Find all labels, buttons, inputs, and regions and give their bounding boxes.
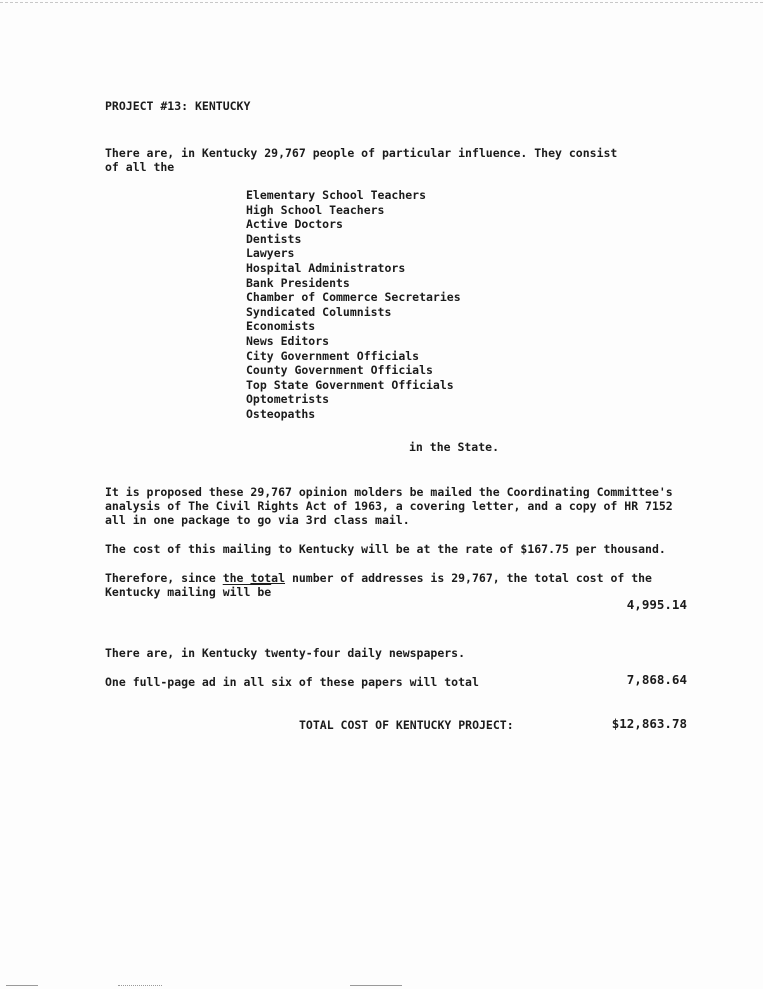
list-item: Chamber of Commerce Secretaries	[246, 290, 461, 305]
list-item: News Editors	[246, 333, 330, 348]
list-item: Bank Presidents	[246, 275, 350, 290]
list-item: Top State Government Officials	[246, 377, 454, 392]
list-item: Elementary School Teachers	[246, 188, 427, 202]
newspapers-line: There are, in Kentucky twenty-four daily newspapers.	[105, 646, 466, 660]
bottom-edge-mark	[350, 985, 402, 986]
project-total-label: TOTAL COST OF KENTUCKY PROJECT:	[299, 718, 514, 732]
list-item: County Government Officials	[246, 363, 433, 378]
proposal-line-2: analysis of The Civil Rights Act of 1963, a covering letter, and a copy of HR 7152	[105, 499, 673, 513]
proposal-line-1: It is proposed these 29,767 opinion molders be mailed the Coordinating Committee's	[105, 485, 673, 499]
proposal-line-3: all in one package to go via 3rd class mail.	[105, 513, 410, 527]
therefore-underlined-word: total	[250, 571, 286, 585]
page-heading: PROJECT #13: KENTUCKY	[105, 99, 251, 113]
mailing-total-amount: 4,995.14	[626, 597, 687, 612]
in-the-state-text: in the State.	[409, 440, 500, 454]
therefore-line-2-marked: will be	[222, 585, 272, 599]
list-item: Osteopaths	[246, 406, 316, 421]
bottom-edge-mark	[6, 985, 38, 986]
list-item: Hospital Administrators	[246, 260, 406, 275]
therefore-line-2-text: Kentucky mailing	[105, 585, 223, 599]
ad-total-amount: 7,868.64	[626, 672, 687, 687]
list-item: Economists	[246, 319, 316, 334]
intro-line-2: of all the	[105, 160, 175, 174]
therefore-line-1	[105, 571, 652, 586]
rate-line: The cost of this mailing to Kentucky will be at the rate of $167.75 per thousand.	[105, 542, 666, 556]
list-item: Dentists	[246, 231, 302, 246]
bottom-edge-mark	[118, 985, 162, 986]
influential-groups-list	[246, 188, 461, 422]
therefore-line-2	[105, 585, 271, 600]
ad-line: One full-page ad in all six of these papers will total	[105, 675, 479, 689]
intro-line-1: There are, in Kentucky 29,767 people of particular influence. They consist	[105, 146, 618, 160]
project-total-amount: $12,863.78	[611, 716, 687, 731]
list-item: Syndicated Columnists	[246, 304, 392, 319]
list-item: Active Doctors	[246, 217, 343, 232]
list-item: Lawyers	[246, 246, 295, 261]
list-item: City Government Officials	[246, 348, 420, 363]
therefore-text-b: number of addresses is 29,767, the total cost of the	[285, 571, 652, 585]
list-item: Optometrists	[246, 392, 330, 407]
top-edge-rule	[0, 2, 763, 3]
list-item: High School Teachers	[246, 202, 385, 217]
therefore-text-a: Therefore, since the	[105, 571, 251, 585]
